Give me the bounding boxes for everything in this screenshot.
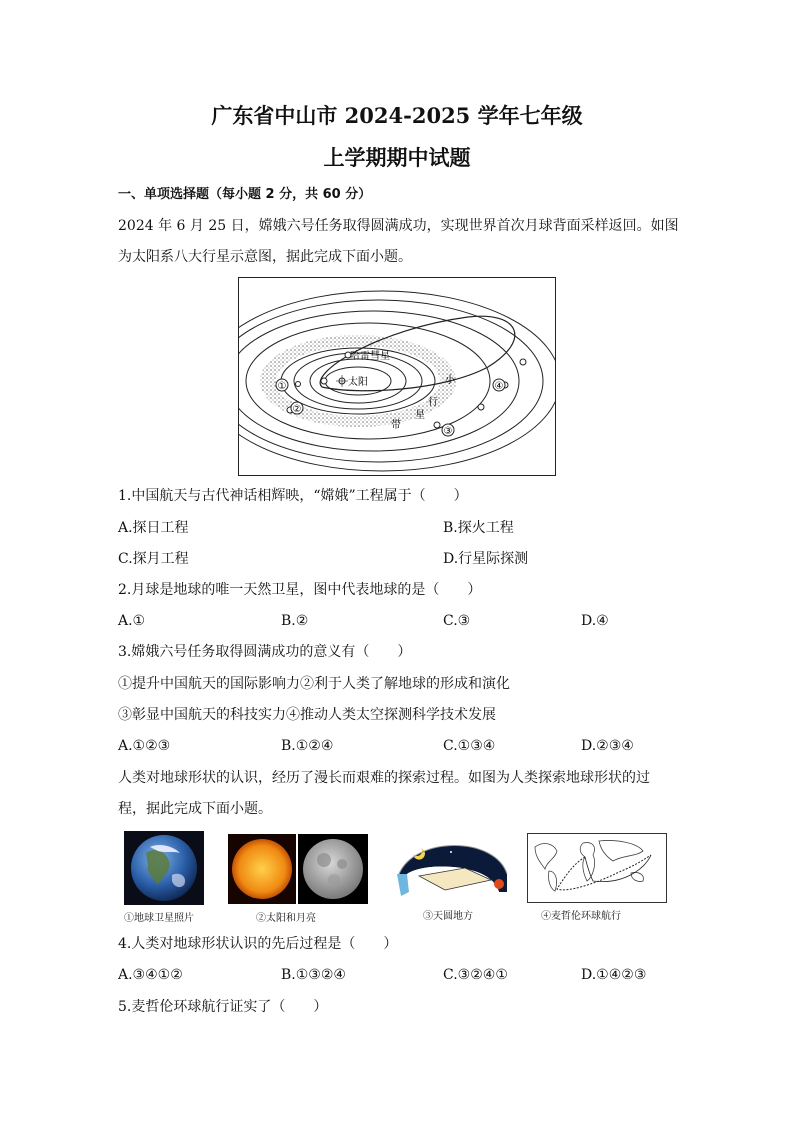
- sun-label: 太阳: [348, 377, 368, 388]
- question-3-stem: 3.嫦娥六号任务取得圆满成功的意义有（ ）: [118, 644, 412, 660]
- q4-option-c: C.③②④①: [443, 967, 508, 983]
- sun-photo: [228, 834, 296, 904]
- caption-magellan: ④麦哲伦环球航行: [541, 911, 621, 922]
- magellan-voyage-map: [527, 833, 667, 903]
- question-2-stem: 2.月球是地球的唯一天然卫星，图中代表地球的是（ ）: [118, 582, 482, 598]
- q1-option-d: D.行星际探测: [443, 551, 529, 567]
- q1-option-b: B.探火工程: [443, 520, 514, 536]
- caption-round-sky: ③天圆地方: [423, 911, 473, 922]
- caption-sun-moon: ②太阳和月亮: [256, 913, 316, 924]
- earth-satellite-photo: [124, 831, 204, 905]
- moon-photo: [298, 834, 368, 904]
- marker-2: ②: [292, 404, 302, 415]
- marker-3: ③: [443, 426, 453, 437]
- question-4-stem: 4.人类对地球形状认识的先后过程是（ ）: [118, 936, 398, 952]
- q2-option-b: B.②: [281, 613, 309, 629]
- intro-text-1: 2024 年 6 月 25 日，嫦娥六号任务取得圆满成功，实现世界首次月球背面采样返回。如图: [118, 218, 679, 234]
- page-subtitle: 上学期期中试题: [323, 145, 471, 170]
- q4-option-a: A.③④①②: [118, 967, 183, 983]
- q4-option-d: D.①④②③: [581, 967, 647, 983]
- round-sky-square-earth-figure: [395, 834, 513, 906]
- belt-label-1: 小: [445, 375, 455, 386]
- caption-earth: ①地球卫星照片: [124, 913, 194, 924]
- q1-option-c: C.探月工程: [118, 551, 189, 567]
- q2-option-d: D.④: [581, 613, 609, 629]
- q3-statement-1: ①提升中国航天的国际影响力②利于人类了解地球的形成和演化: [118, 676, 510, 692]
- q3-option-b: B.①②④: [281, 738, 334, 754]
- belt-label-3: 星: [415, 410, 425, 421]
- belt-label-4: 带: [391, 420, 401, 431]
- section-heading: 一、单项选择题（每小题 2 分，共 60 分）: [118, 187, 372, 202]
- q3-option-a: A.①②③: [118, 738, 171, 754]
- question-1-stem: 1.中国航天与古代神话相辉映，“嫦娥”工程属于（ ）: [118, 488, 468, 504]
- intro-text-2: 人类对地球形状的认识，经历了漫长而艰难的探索过程。如图为人类探索地球形状的过: [118, 770, 650, 786]
- intro-text-1b: 为太阳系八大行星示意图，据此完成下面小题。: [118, 249, 412, 265]
- q1-option-a: A.探日工程: [118, 520, 189, 536]
- marker-1: ①: [277, 381, 287, 392]
- comet-label: 哈雷彗星: [350, 351, 390, 362]
- q3-option-d: D.②③④: [581, 738, 634, 754]
- q3-option-c: C.①③④: [443, 738, 496, 754]
- q2-option-a: A.①: [118, 613, 146, 629]
- marker-4: ④: [494, 381, 504, 392]
- intro-text-2b: 程，据此完成下面小题。: [118, 801, 272, 817]
- page-title: 广东省中山市 2024-2025 学年七年级: [211, 103, 583, 128]
- question-5-stem: 5.麦哲伦环球航行证实了（ ）: [118, 999, 328, 1015]
- q2-option-c: C.③: [443, 613, 471, 629]
- q3-statement-2: ③彰显中国航天的科技实力④推动人类太空探测科学技术发展: [118, 707, 496, 723]
- solar-system-figure: [238, 277, 556, 476]
- belt-label-2: 行: [428, 397, 438, 408]
- q4-option-b: B.①③②④: [281, 967, 346, 983]
